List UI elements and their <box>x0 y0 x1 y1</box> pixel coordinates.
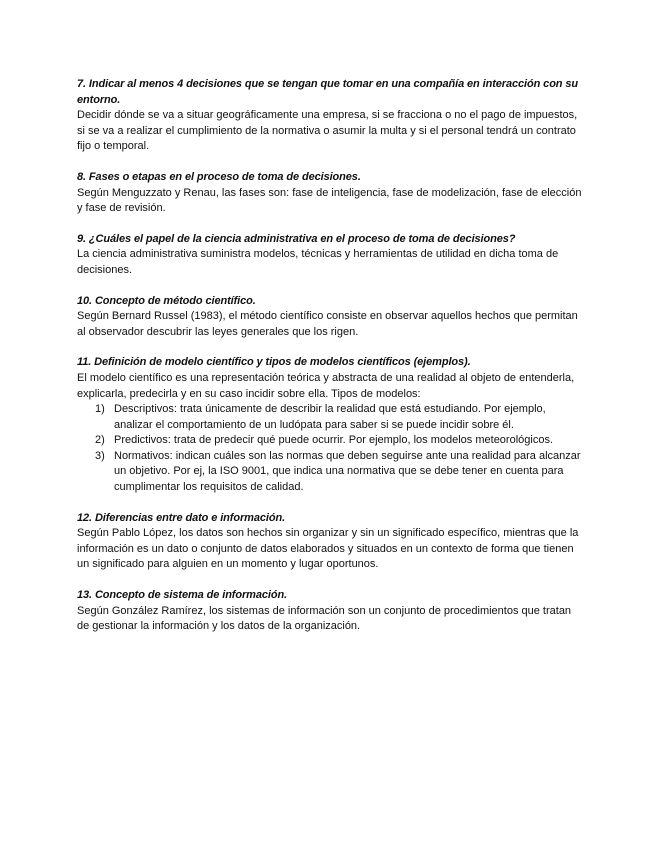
section-body: Según González Ramírez, los sistemas de información son un conjunto de procedimientos que tratan de gestionar la información y los datos de la organización. <box>77 604 572 633</box>
section-title: 12. Diferencias entre dato e información. <box>77 511 286 524</box>
section-body: Según Bernard Russel (1983), el método científico consiste en observar aquellos hechos que permitan al observador descubrir las leyes generales que los rigen. <box>77 310 578 338</box>
section-13 <box>77 588 582 635</box>
section-8 <box>77 170 582 217</box>
section-title: 10. Concepto de método científico. <box>77 294 256 307</box>
section-11 <box>77 355 582 495</box>
list-item-text: Normativos: indican cuáles son las normas que deben seguirse ante una realidad para alcanzar un objetivo. Por ej, la ISO 9001, que indica una normativa que se debe tener en cuenta para cumplimentar los requisitos de calidad. <box>114 449 581 494</box>
section-body: Según Menguzzato y Renau, las fases son: fase de inteligencia, fase de modelización, fase de elección y fase de revisión. <box>77 186 582 215</box>
section-title: 11. Definición de modelo científico y tipos de modelos científicos (ejemplos). <box>77 356 471 369</box>
list-item-text: Predictivos: trata de predecir qué puede ocurrir. Por ejemplo, los modelos meteorológicos. <box>114 434 554 447</box>
section-title: 9. ¿Cuáles el papel de la ciencia administrativa en el proceso de toma de decisiones? <box>77 232 516 245</box>
section-9 <box>77 232 582 279</box>
section-body: Decidir dónde se va a situar geográficamente una empresa, si se fracciona o no el pago de impuestos, si se va a realizar el cumplimiento de la normativa o asumir la multa y si el personal tendrá un contrato fijo o temporal. <box>77 109 578 153</box>
model-types-list <box>77 402 582 496</box>
section-body: El modelo científico es una representación teórica y abstracta de una realidad al objeto de entenderla, explicarla, predecirla y en su caso incidir sobre ella. Tipos de modelos: <box>77 371 575 400</box>
list-item-number: 2) <box>95 434 105 447</box>
list-item-number: 1) <box>95 403 105 416</box>
list-item <box>77 433 582 449</box>
list-item-text: Descriptivos: trata únicamente de describir la realidad que está estudiando. Por ejemplo, analizar el comportamiento de un ludópata para saber si se puede incidir sobre él. <box>114 403 546 431</box>
list-item <box>77 402 582 433</box>
section-title: 8. Fases o etapas en el proceso de toma de decisiones. <box>77 170 361 183</box>
document-page <box>77 77 582 650</box>
section-12 <box>77 511 582 573</box>
section-body: La ciencia administrativa suministra modelos, técnicas y herramientas de utilidad en dicha toma de decisiones. <box>77 248 559 276</box>
section-title: 7. Indicar al menos 4 decisiones que se tengan que tomar en una compañía en interacción con su entorno. <box>77 78 579 106</box>
list-item <box>77 449 582 496</box>
list-item-number: 3) <box>95 449 105 462</box>
section-body: Según Pablo López, los datos son hechos sin organizar y sin un significado específico, mientras que la información es un dato o conjunto de datos elaborados y situados en un contexto de forma que tienen un significado para alguien en un momento y lugar oportunos. <box>77 527 579 571</box>
section-7 <box>77 77 582 155</box>
section-title: 13. Concepto de sistema de información. <box>77 589 288 602</box>
section-10 <box>77 294 582 341</box>
